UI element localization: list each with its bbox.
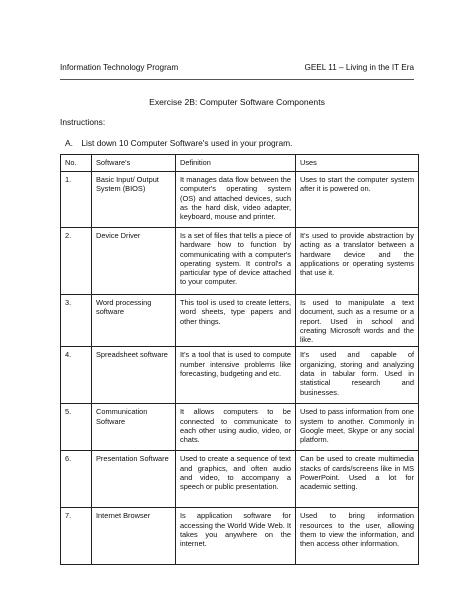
table-row (61, 451, 419, 508)
cell-uses: Can be used to create multimedia stacks of cards/screens like in MS PowerPoint. Used a lot for academic setting. (296, 451, 419, 508)
software-table (60, 154, 419, 565)
cell-software: Basic Input/ Output System (BIOS) (92, 172, 176, 228)
header-definition: Definition (176, 155, 296, 172)
instructions-label: Instructions: (60, 117, 106, 127)
cell-uses: Used to bring information resources to the user, allowing them to view the information, and then access other information. (296, 508, 419, 565)
cell-definition: This tool is used to create letters, word sheets, type papers and other things. (176, 295, 296, 347)
table-header-row (61, 155, 419, 172)
cell-no: 5. (61, 404, 92, 451)
table-row (61, 404, 419, 451)
cell-no: 7. (61, 508, 92, 565)
instruction-marker: A. (65, 138, 73, 148)
cell-uses: It's used to provide abstraction by acting as a translator between a hardware device and the applications or operating systems that use it. (296, 228, 419, 295)
cell-no: 3. (61, 295, 92, 347)
cell-definition: Is application software for accessing the World Wide Web. It takes you anywhere on the internet. (176, 508, 296, 565)
instruction-item (65, 138, 292, 148)
cell-no: 4. (61, 347, 92, 404)
cell-software: Presentation Software (92, 451, 176, 508)
instruction-text: List down 10 Computer Software's used in your program. (81, 138, 293, 148)
cell-software: Internet Browser (92, 508, 176, 565)
cell-no: 2. (61, 228, 92, 295)
header-course: GEEL 11 – Living in the IT Era (304, 63, 414, 72)
table-row (61, 228, 419, 295)
cell-definition: It's a tool that is used to compute number intensive problems like forecasting, budgeting and etc. (176, 347, 296, 404)
header-uses: Uses (296, 155, 419, 172)
header-software: Software's (92, 155, 176, 172)
header-no: No. (61, 155, 92, 172)
cell-no: 6. (61, 451, 92, 508)
table-row (61, 295, 419, 347)
cell-definition: Is a set of files that tells a piece of hardware how to function by communicating with a computer's operating system. It control's a particular type of device attached to your computer. (176, 228, 296, 295)
cell-software: Device Driver (92, 228, 176, 295)
header-program: Information Technology Program (60, 63, 179, 72)
header-divider (60, 79, 414, 80)
cell-software: Word processing software (92, 295, 176, 347)
table-row (61, 172, 419, 228)
table-row (61, 347, 419, 404)
cell-uses: It's used and capable of organizing, storing and analyzing data in tabular form. Used in statistical research and businesses. (296, 347, 419, 404)
cell-definition: Used to create a sequence of text and graphics, and often audio and video, to accompany a speech or public presentation. (176, 451, 296, 508)
cell-software: Spreadsheet software (92, 347, 176, 404)
cell-uses: Is used to manipulate a text document, such as a resume or a report. Used in school and creating Microsoft words and the like. (296, 295, 419, 347)
cell-definition: It allows computers to be connected to communicate to each other using audio, video, or chats. (176, 404, 296, 451)
exercise-title: Exercise 2B: Computer Software Components (149, 97, 325, 107)
cell-software: Communication Software (92, 404, 176, 451)
cell-no: 1. (61, 172, 92, 228)
cell-uses: Uses to start the computer system after it is powered on. (296, 172, 419, 228)
cell-uses: Used to pass information from one system to another. Commonly in Google meet, Skype or any social platform. (296, 404, 419, 451)
cell-definition: It manages data flow between the computer's operating system (OS) and attached devices, such as the hard disk, video adapter, keyboard, mouse and printer. (176, 172, 296, 228)
table-row (61, 508, 419, 565)
